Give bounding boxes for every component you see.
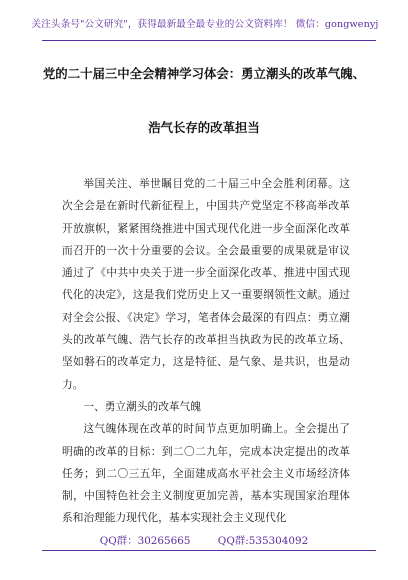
body-paragraph-section: 这气魄体现在改革的时间节点更加明确上。全会提出了明确的改革的目标：到二〇二九年，完成本决定提出的改革任务；到二〇三五年，全面建成高水平社会主义市场经济体制，中国特色社会主义制度更加完善，基本实现国家治理体系和治理能力现代化，基本实现社会主义现代化 [62,422,350,525]
document-body [62,173,350,530]
header-divider [42,40,376,41]
footer-qq-group-right: QQ群:535304092 [217,535,309,547]
document-title-line2: 浩气长存的改革担当 [148,120,260,135]
document-title-line1: 党的二十届三中全会精神学习体会：勇立潮头的改革气魄、 [42,66,366,81]
footer-divider [42,550,376,551]
footer-qq-group-left: QQ群：30265665 [99,535,191,547]
section-heading: 一、勇立潮头的改革气魄 [83,399,201,413]
header-banner: 关注头条号"公文研究"，获得最新最全最专业的公文资料库！ 微信：gongwenyj [31,19,379,30]
footer [0,535,408,548]
body-paragraph-intro: 举国关注、举世瞩目党的二十届三中全会胜利闭幕。这次全会是在新时代新征程上，中国共产党坚定不移高举改革开放旗帜，紧紧围绕推进中国式现代化进一步全面深化改革而召开的一次十分重要的会议。全会最重要的成果就是审议通过了《中共中央关于进一步全面深化改革、推进中国式现代化的决定》，这是我们党历史上又一重要纲领性文献。通过对全会公报、《决定》学习，笔者体会最深的有四点：勇立潮头的改革气魄、浩气长存的改革担当执政为民的改革立场、坚如磐石的改革定力，这是特征、是气象、是共识，也是动力。 [62,177,350,391]
